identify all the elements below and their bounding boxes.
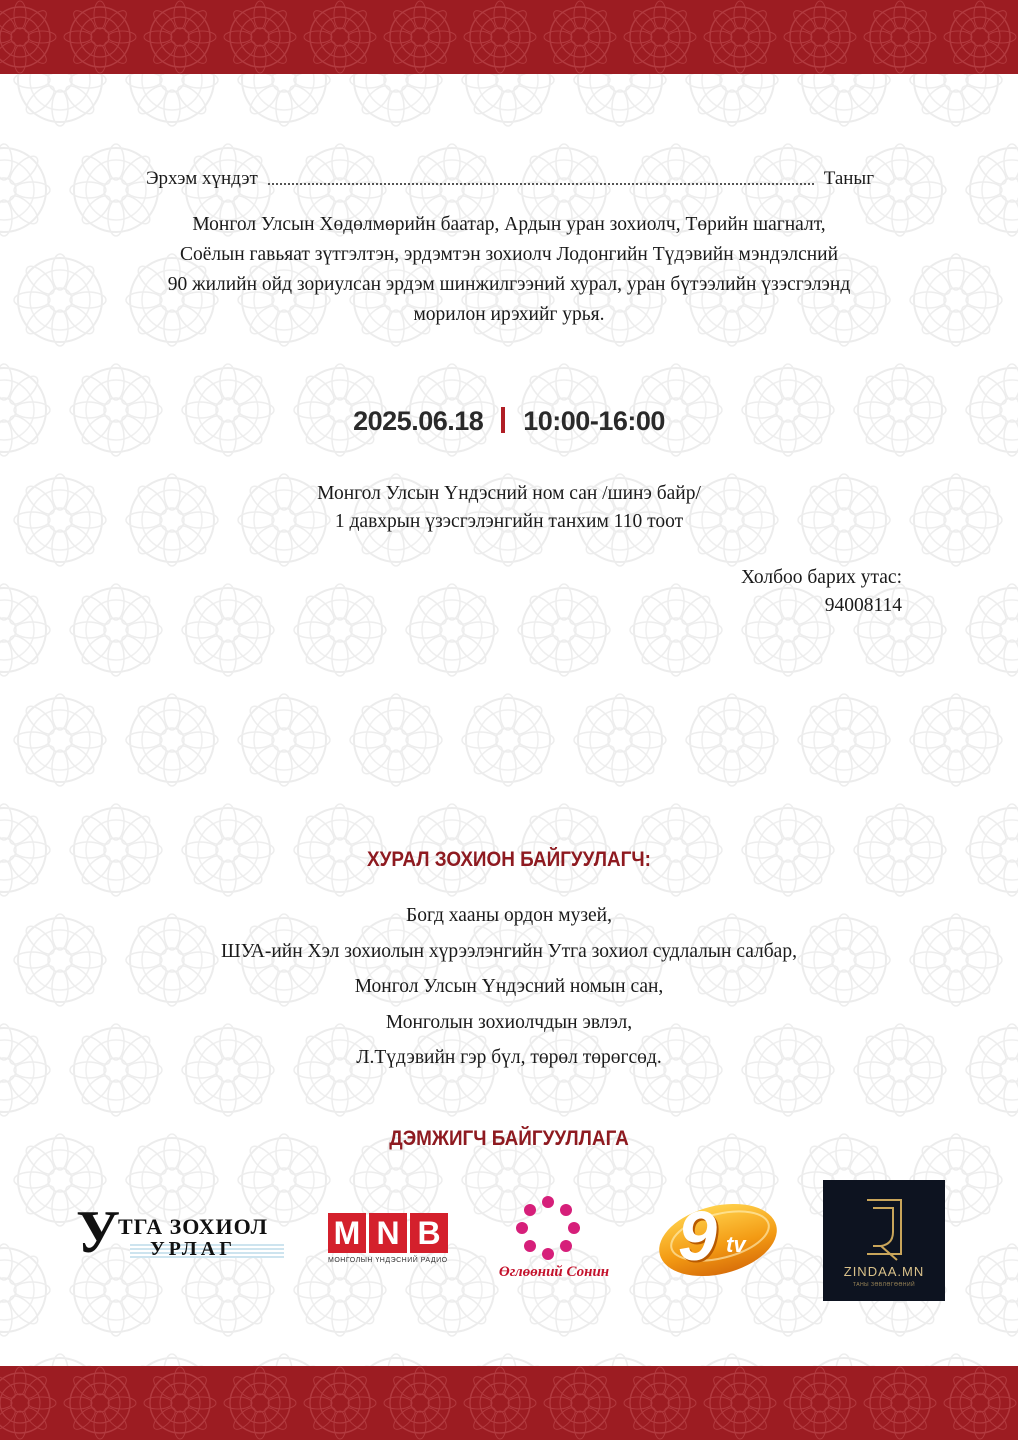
utga-zohiol-urlag-logo — [76, 1199, 290, 1270]
invitation-line: Монгол Улсын Хөдөлмөрийн баатар, Ардын уран зохиолч, Төрийн шагналт, — [192, 214, 826, 235]
venue-line-2: 1 давхрын үзэсгэлэнгийн танхим 110 тоот — [334, 511, 684, 532]
utga-logo-line1: ТГА ЗОХИОЛ — [118, 1214, 269, 1239]
mnb-letter-m: M — [328, 1213, 366, 1253]
name-dotted-line — [268, 183, 814, 185]
event-date: 2025.06.18 — [353, 406, 484, 436]
contact-phone: 94008114 — [824, 595, 902, 616]
greeting-prefix: Эрхэм хүндэт — [146, 168, 258, 189]
utga-logo-letter: У — [76, 1199, 121, 1265]
organizer-item: ШУА-ийн Хэл зохиолын хүрээлэнгийн Утга зохиол судлалын салбар, — [221, 940, 797, 962]
organizer-item: Богд хааны ордон музей, — [406, 905, 612, 926]
band-ornament-pattern — [0, 1366, 1018, 1440]
unuudur-name: Өглөөний Сонин — [498, 1264, 610, 1280]
tv9-swoosh-icon — [656, 1198, 780, 1280]
bottom-ornament-band — [0, 1366, 1018, 1440]
organizer-item: Монголын зохиолчдын эвлэл, — [385, 1011, 633, 1033]
unuudur-logo — [490, 1194, 620, 1286]
organizers-list — [0, 898, 1018, 1076]
utga-logo-line2: УРЛАГ — [150, 1238, 236, 1260]
zindaa-emblem-icon — [823, 1188, 945, 1268]
event-venue — [0, 480, 1018, 536]
unuudur-dots-icon — [490, 1194, 620, 1260]
invitation-line: 90 жилийн ойд зориулсан эрдэм шинжилгээний хурал, уран бүтээлийн үзэсгэлэнд — [167, 274, 851, 295]
greeting-suffix: Таныг — [823, 168, 874, 189]
sponsors-heading: ДЭМЖИГЧ БАЙГУУЛЛАГА — [389, 1127, 629, 1150]
organizers-heading: ХУРАЛ ЗОХИОН БАЙГУУЛАГЧ: — [367, 848, 651, 871]
datetime-separator — [501, 407, 505, 433]
invitation-line: морилон ирэхийг урья. — [413, 304, 605, 325]
organizer-item: Монгол Улсын Үндэсний номын сан, — [354, 976, 664, 997]
contact-label: Холбоо барих утас: — [741, 567, 902, 588]
event-datetime — [0, 406, 1018, 437]
zindaa-logo — [823, 1180, 945, 1301]
tv9-suffix: tv — [726, 1232, 746, 1257]
mnb-letter-n: N — [369, 1213, 407, 1253]
greeting-line — [146, 164, 874, 190]
event-time: 10:00-16:00 — [523, 406, 665, 436]
zindaa-tagline: ТАНЫ ЗӨВЛӨГӨӨНИЙ — [852, 1282, 916, 1288]
organizer-item: Л.Түдэвийн гэр бүл, төрөл төрөгсөд. — [356, 1047, 662, 1068]
tv9-logo — [656, 1198, 780, 1280]
invitation-line: Соёлын гавьяат зүтгэлтэн, эрдэмтэн зохиолч Лодонгийн Түдэвийн мэндэлсний — [179, 244, 839, 265]
invitation-text — [100, 210, 918, 330]
mnb-caption: МОНГОЛЫН ҮНДЭСНИЙ РАДИО — [328, 1257, 448, 1264]
mnb-letter-b: B — [410, 1213, 448, 1253]
contact-info — [741, 564, 902, 620]
zindaa-name: ZINDAA.MN — [843, 1264, 925, 1279]
mnb-logo — [328, 1213, 452, 1271]
venue-line-1: Монгол Улсын Үндэсний ном сан /шинэ байр/ — [317, 483, 701, 504]
tv9-digit: 9 — [678, 1197, 717, 1275]
